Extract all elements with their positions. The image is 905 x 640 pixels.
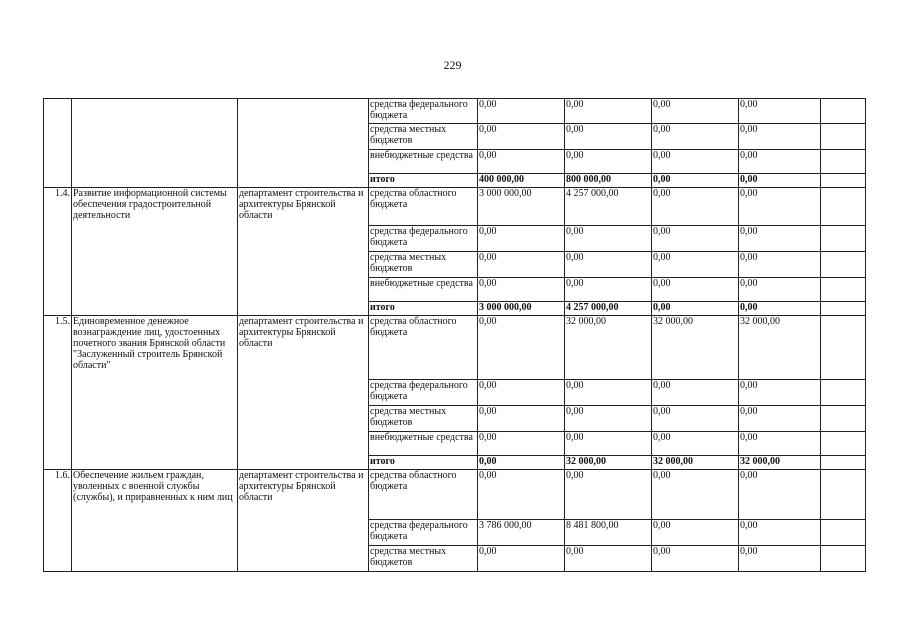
amount-cell: 0,00 <box>739 174 821 188</box>
amount-cell: 0,00 <box>652 406 739 432</box>
funding-source: средства местных бюджетов <box>369 406 478 432</box>
amount-cell: 3 000 000,00 <box>478 302 565 316</box>
amount-cell: 800 000,00 <box>565 174 652 188</box>
amount-cell: 0,00 <box>739 278 821 302</box>
amount-cell: 0,00 <box>478 252 565 278</box>
amount-cell <box>821 316 866 380</box>
amount-cell: 0,00 <box>565 406 652 432</box>
amount-cell: 32 000,00 <box>565 456 652 470</box>
amount-cell: 0,00 <box>739 546 821 572</box>
amount-cell: 32 000,00 <box>565 316 652 380</box>
amount-cell <box>821 432 866 456</box>
funding-source: средства областного бюджета <box>369 316 478 380</box>
executor <box>238 99 369 188</box>
amount-cell: 400 000,00 <box>478 174 565 188</box>
table-row <box>44 99 866 124</box>
activity-name: Развитие информационной системы обеспечения градостроительной деятельности <box>72 188 238 316</box>
amount-cell <box>821 278 866 302</box>
amount-cell <box>821 520 866 546</box>
table-row <box>44 316 866 380</box>
amount-cell: 0,00 <box>652 124 739 150</box>
amount-cell <box>821 150 866 174</box>
amount-cell: 0,00 <box>739 226 821 252</box>
amount-cell <box>821 99 866 124</box>
funding-source: средства федерального бюджета <box>369 520 478 546</box>
item-number: 1.4. <box>44 188 72 316</box>
funding-source: итого <box>369 456 478 470</box>
amount-cell: 0,00 <box>652 380 739 406</box>
table-row <box>44 470 866 520</box>
amount-cell: 0,00 <box>739 99 821 124</box>
amount-cell: 0,00 <box>565 546 652 572</box>
amount-cell: 0,00 <box>652 520 739 546</box>
amount-cell: 0,00 <box>739 252 821 278</box>
amount-cell: 0,00 <box>478 406 565 432</box>
funding-source: итого <box>369 302 478 316</box>
amount-cell: 0,00 <box>565 226 652 252</box>
amount-cell: 0,00 <box>478 380 565 406</box>
amount-cell <box>821 124 866 150</box>
amount-cell <box>821 188 866 226</box>
amount-cell <box>821 174 866 188</box>
amount-cell: 0,00 <box>652 226 739 252</box>
funding-source: средства федерального бюджета <box>369 226 478 252</box>
funding-source: средства местных бюджетов <box>369 252 478 278</box>
funding-source: средства местных бюджетов <box>369 546 478 572</box>
amount-cell: 0,00 <box>652 278 739 302</box>
amount-cell <box>821 380 866 406</box>
amount-cell: 4 257 000,00 <box>565 188 652 226</box>
amount-cell: 0,00 <box>739 406 821 432</box>
amount-cell: 32 000,00 <box>739 316 821 380</box>
funding-source: средства местных бюджетов <box>369 124 478 150</box>
amount-cell: 0,00 <box>478 150 565 174</box>
activity-name <box>72 99 238 188</box>
amount-cell <box>821 406 866 432</box>
amount-cell: 0,00 <box>652 188 739 226</box>
amount-cell: 0,00 <box>739 188 821 226</box>
funding-source: средства областного бюджета <box>369 188 478 226</box>
amount-cell: 0,00 <box>652 150 739 174</box>
item-number <box>44 99 72 188</box>
amount-cell: 0,00 <box>478 226 565 252</box>
amount-cell <box>821 456 866 470</box>
amount-cell: 32 000,00 <box>652 316 739 380</box>
amount-cell: 0,00 <box>565 252 652 278</box>
amount-cell <box>821 302 866 316</box>
amount-cell: 0,00 <box>652 470 739 520</box>
table-body <box>44 99 866 572</box>
amount-cell: 0,00 <box>739 470 821 520</box>
amount-cell <box>821 470 866 520</box>
funding-source: внебюджетные средства <box>369 432 478 456</box>
amount-cell: 0,00 <box>652 99 739 124</box>
amount-cell: 0,00 <box>739 432 821 456</box>
executor: департамент строительства и архитектуры Брянской области <box>238 470 369 572</box>
item-number: 1.6. <box>44 470 72 572</box>
amount-cell: 32 000,00 <box>652 456 739 470</box>
page-number: 229 <box>443 58 462 72</box>
amount-cell: 0,00 <box>565 380 652 406</box>
budget-table <box>43 98 866 572</box>
amount-cell <box>821 252 866 278</box>
executor: департамент строительства и архитектуры Брянской области <box>238 316 369 470</box>
amount-cell: 32 000,00 <box>739 456 821 470</box>
amount-cell: 0,00 <box>565 150 652 174</box>
table-row <box>44 188 866 226</box>
amount-cell: 3 000 000,00 <box>478 188 565 226</box>
amount-cell: 4 257 000,00 <box>565 302 652 316</box>
amount-cell: 0,00 <box>565 432 652 456</box>
item-number: 1.5. <box>44 316 72 470</box>
amount-cell: 0,00 <box>652 432 739 456</box>
amount-cell: 3 786 000,00 <box>478 520 565 546</box>
funding-source: средства областного бюджета <box>369 470 478 520</box>
amount-cell <box>821 546 866 572</box>
amount-cell: 0,00 <box>565 99 652 124</box>
amount-cell: 0,00 <box>652 546 739 572</box>
funding-source: средства федерального бюджета <box>369 99 478 124</box>
amount-cell: 0,00 <box>652 174 739 188</box>
funding-source: внебюджетные средства <box>369 278 478 302</box>
amount-cell: 0,00 <box>739 520 821 546</box>
amount-cell: 0,00 <box>478 278 565 302</box>
amount-cell: 0,00 <box>478 316 565 380</box>
activity-name: Обеспечение жильем граждан, уволенных с военной службы (службы), и приравненных к ним лиц <box>72 470 238 572</box>
activity-name: Единовременное денежное вознаграждение лиц, удостоенных почетного звания Брянской области "Заслуженный строитель Брянской области" <box>72 316 238 470</box>
funding-source: средства федерального бюджета <box>369 380 478 406</box>
amount-cell <box>821 226 866 252</box>
amount-cell: 0,00 <box>565 124 652 150</box>
funding-source: внебюджетные средства <box>369 150 478 174</box>
amount-cell: 0,00 <box>478 470 565 520</box>
amount-cell: 8 481 800,00 <box>565 520 652 546</box>
amount-cell: 0,00 <box>739 380 821 406</box>
amount-cell: 0,00 <box>565 278 652 302</box>
funding-source: итого <box>369 174 478 188</box>
executor: департамент строительства и архитектуры Брянской области <box>238 188 369 316</box>
amount-cell: 0,00 <box>739 124 821 150</box>
amount-cell: 0,00 <box>652 302 739 316</box>
amount-cell: 0,00 <box>478 432 565 456</box>
amount-cell: 0,00 <box>739 150 821 174</box>
amount-cell: 0,00 <box>478 124 565 150</box>
amount-cell: 0,00 <box>739 302 821 316</box>
amount-cell: 0,00 <box>478 456 565 470</box>
amount-cell: 0,00 <box>565 470 652 520</box>
amount-cell: 0,00 <box>478 99 565 124</box>
amount-cell: 0,00 <box>478 546 565 572</box>
amount-cell: 0,00 <box>652 252 739 278</box>
